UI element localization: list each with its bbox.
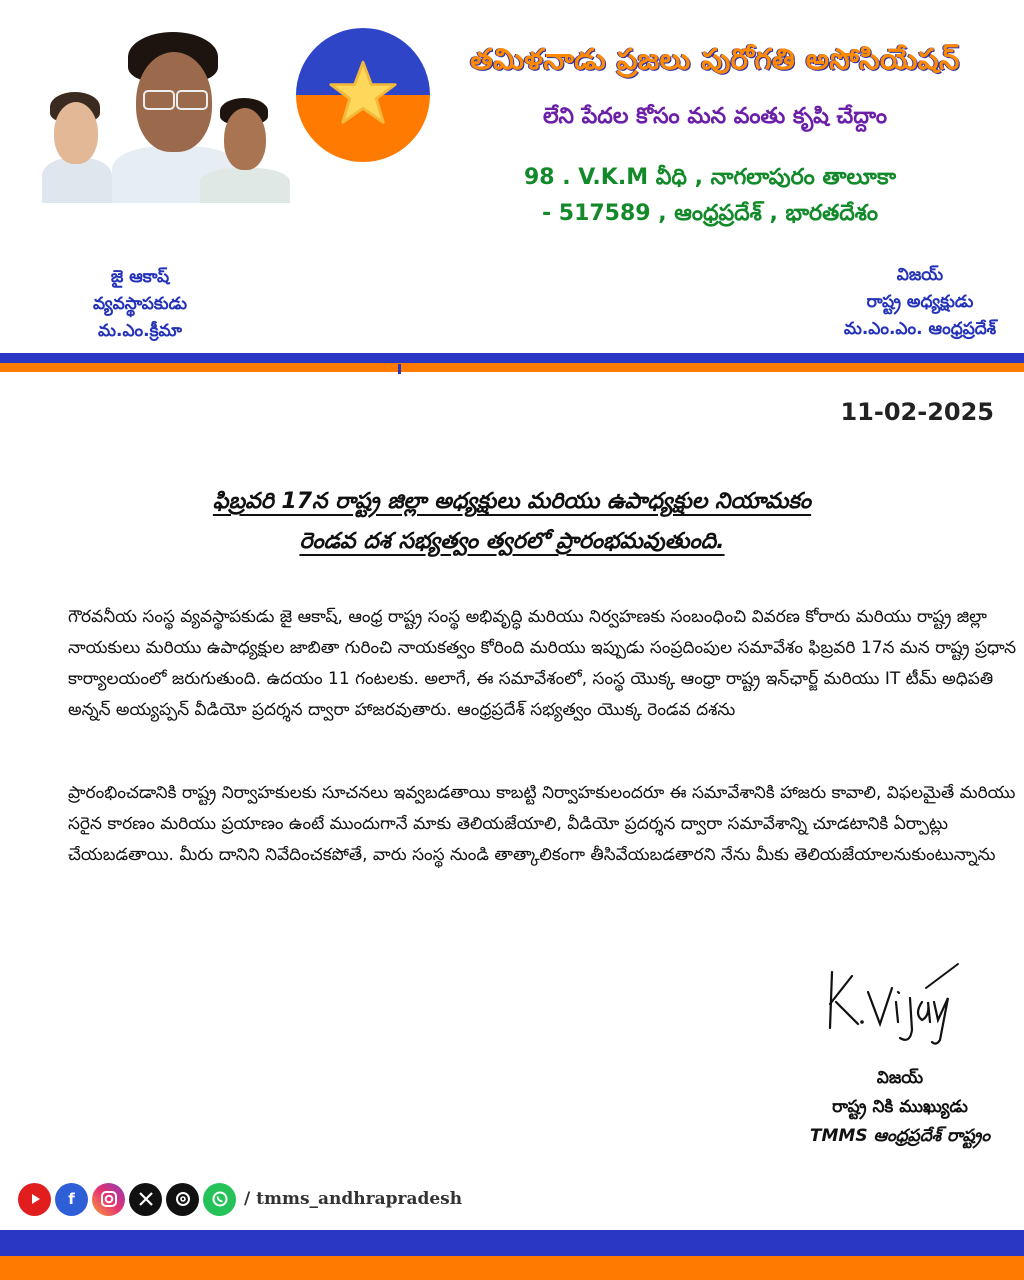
heading-line-2: రెండవ దశ సభ్యత్వం త్వరలో ప్రారంభమవుతుంది. — [299, 529, 725, 554]
founder-block — [40, 264, 240, 345]
org-address — [430, 160, 990, 232]
heading-line-1: ఫిబ్రవరి 17న రాష్ట్ర జిల్లా అధ్యక్షులు మరియు ఉపాధ్యక్షుల నియామకం — [212, 489, 812, 514]
letter-heading — [100, 482, 924, 562]
address-line-1: 98 . V.K.M వీధి , నాగలాపురం తాలూకా — [523, 165, 897, 190]
divider-tick — [398, 364, 401, 374]
whatsapp-icon[interactable] — [203, 1183, 236, 1216]
body-paragraph-1: గౌరవనీయ సంస్థ వ్యవస్థాపకుడు జై ఆకాష్, ఆంధ్ర రాష్ట్ర సంస్థ అభివృద్ధి మరియు నిర్వహణకు సంబంధించి వివరణ కోరారు మరియు రాష్ట్ర జిల్లా నాయకులు మరియు ఉపాధ్యక్షుల జాబితా గురించి నాయకత్వం కోరింది మరియు ఇప్పుడు సంప్రదింపుల సమావేశం ఫిబ్రవరి 17న మన రాష్ట్ర ప్రధాన కార్యాలయంలో జరుగుతుంది. ఉదయం 11 గంటలకు. అలాగే, ఈ సమావేశంలో, సంస్థ యొక్క ఆంధ్రా రాష్ట్ర ఇన్‌ఛార్జ్ మరియు IT టీమ్ అధిపతి అన్నన్ అయ్యప్పన్ వీడియో ప్రదర్శన ద్వారా హాజరవుతారు. ఆంధ్రప్రదేశ్ సభ్యత్వం యొక్క రెండవ దశను — [68, 607, 1017, 720]
header-divider-orange — [0, 363, 1024, 372]
youtube-icon[interactable] — [18, 1183, 51, 1216]
header-divider-blue — [0, 353, 1024, 363]
facebook-icon[interactable]: f — [55, 1183, 88, 1216]
footer-band-orange — [0, 1256, 1024, 1280]
social-handle[interactable]: / tmms_andhrapradesh — [244, 1189, 463, 1209]
president-name: విజయ్ — [896, 265, 944, 285]
leaders-photo — [40, 28, 300, 203]
founder-org: మ.ఎం.క్రీమా — [98, 321, 182, 341]
threads-icon[interactable] — [166, 1183, 199, 1216]
founder-name: జై ఆకాష్ — [110, 267, 170, 287]
address-line-2: - 517589 , ఆంధ్రప్రదేశ్ , భారతదేశం — [541, 201, 879, 226]
signer-block — [770, 1064, 1024, 1151]
social-links — [18, 1182, 462, 1216]
footer-band-blue — [0, 1230, 1024, 1256]
handwritten-signature — [822, 958, 962, 1048]
founder-role: వ్యవస్థాపకుడు — [92, 294, 188, 314]
x-icon[interactable] — [129, 1183, 162, 1216]
signer-title: రాష్ట్ర నికి ముఖ్యుడు — [832, 1097, 968, 1117]
org-name: తమిళనాడు ప్రజలు పురోగతి అసోసియేషన్ — [470, 42, 960, 76]
president-org: మ.ఎం.ఎం. ఆంధ్రప్రదేశ్ — [843, 319, 997, 339]
instagram-icon[interactable] — [92, 1183, 125, 1216]
org-slogan: లేని పేదల కోసం మన వంతు కృషి చేద్దాం — [542, 104, 888, 129]
signer-org: TMMS ఆంధ్రప్రదేశ్ రాష్ట్రం — [809, 1126, 991, 1146]
star-icon — [328, 58, 398, 128]
org-logo — [296, 28, 430, 162]
signer-name: విజయ్ — [876, 1068, 924, 1088]
president-role: రాష్ట్ర అధ్యక్షుడు — [866, 292, 974, 312]
president-block — [820, 262, 1020, 343]
letter-date: 11-02-2025 — [840, 398, 994, 426]
body-paragraph-2: ప్రారంభించడానికి రాష్ట్ర నిర్వాహకులకు సూచనలు ఇవ్వబడతాయి కాబట్టి నిర్వాహకులందరూ ఈ సమావేశానికి హాజరు కావాలి, విఫలమైతే మరియు సరైన కారణం మరియు ప్రయాణం ఉంటే ముందుగానే మాకు తెలియజేయాలి, వీడియో ప్రదర్శన ద్వారా సమావేశాన్ని చూడటానికి ఏర్పాట్లు చేయబడతాయి. మీరు దానిని నివేదించకపోతే, వారు సంస్థ నుండి తాత్కాలికంగా తీసివేయబడతారని నేను మీకు తెలియజేయాలనుకుంటున్నాను — [68, 783, 1016, 865]
